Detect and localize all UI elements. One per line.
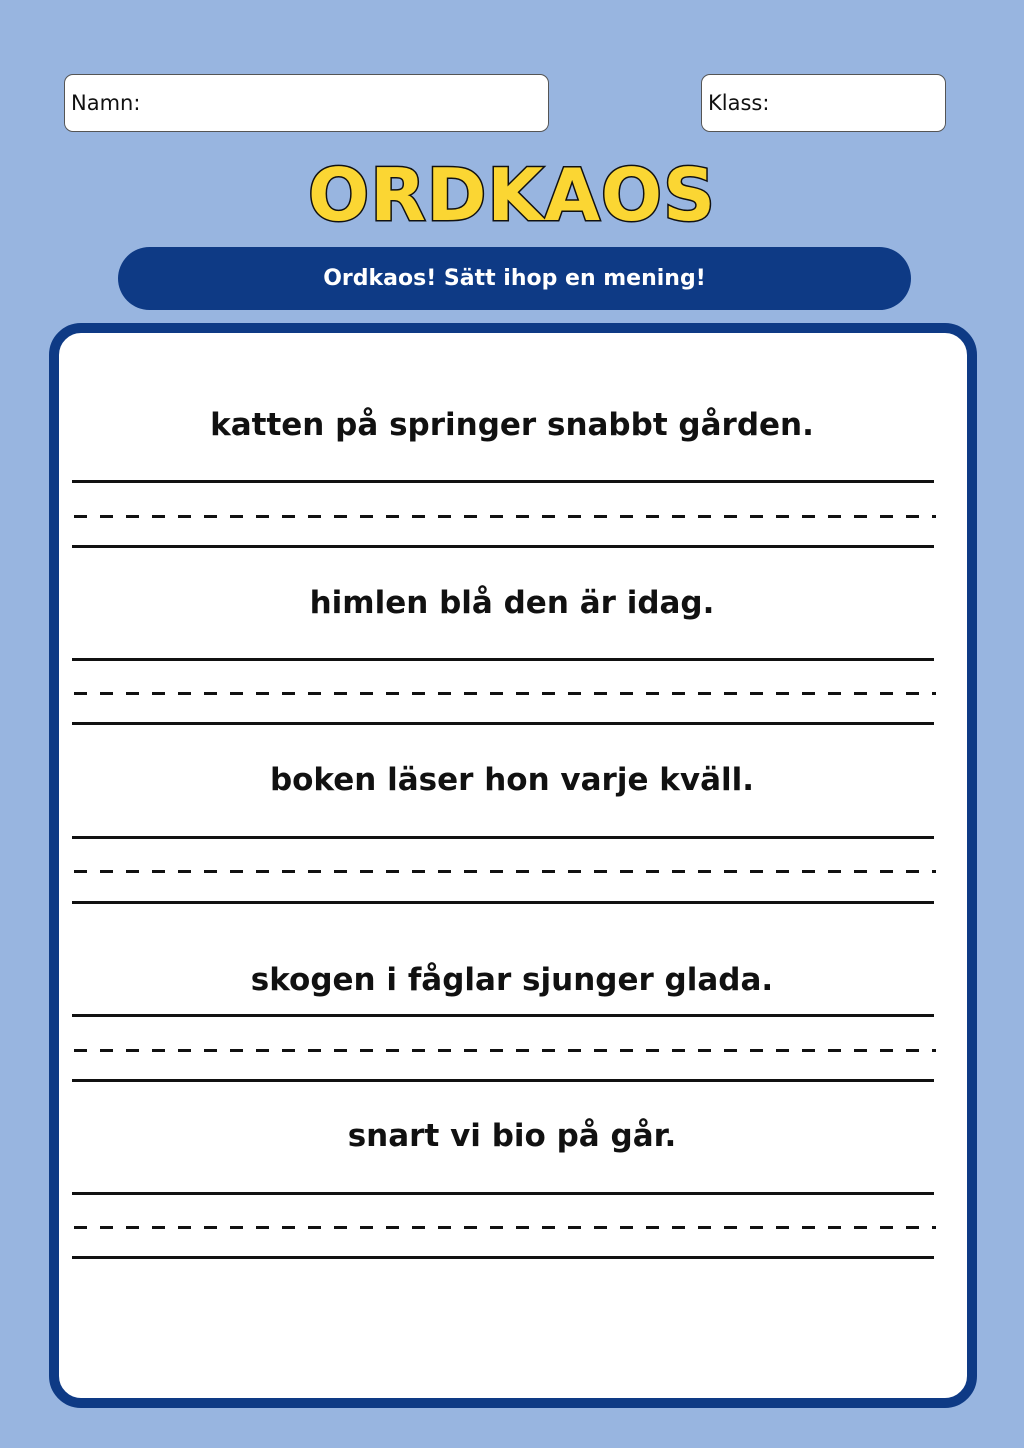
writing-line-dashed-5 [74, 1226, 936, 1229]
writing-line-top-2[interactable] [72, 658, 934, 661]
exercise-card [49, 323, 977, 1408]
class-label: Klass: [708, 91, 770, 115]
writing-line-base-3 [72, 901, 934, 904]
instruction-banner [118, 247, 911, 310]
writing-line-dashed-1 [74, 515, 936, 518]
scrambled-sentence-2: himlen blå den är idag. [309, 585, 715, 621]
writing-line-base-2 [72, 722, 934, 725]
writing-line-dashed-3 [74, 870, 936, 873]
writing-line-top-4[interactable] [72, 1014, 934, 1017]
writing-line-base-1 [72, 545, 934, 548]
scrambled-sentence-1: katten på springer snabbt gården. [210, 407, 814, 443]
class-field[interactable] [701, 74, 946, 132]
name-field[interactable] [64, 74, 549, 132]
name-label: Namn: [71, 91, 141, 115]
scrambled-sentence-5: snart vi bio på går. [347, 1118, 677, 1154]
instruction-text: Ordkaos! Sätt ihop en mening! [323, 266, 706, 291]
writing-line-base-4 [72, 1079, 934, 1082]
writing-line-top-5[interactable] [72, 1192, 934, 1195]
writing-line-dashed-2 [74, 692, 936, 695]
scrambled-sentence-4: skogen i fåglar sjunger glada. [250, 962, 774, 998]
writing-line-top-3[interactable] [72, 836, 934, 839]
page-title: ORDKAOS [308, 153, 716, 237]
writing-line-base-5 [72, 1256, 934, 1259]
writing-line-dashed-4 [74, 1049, 936, 1052]
scrambled-sentence-3: boken läser hon varje kväll. [269, 762, 755, 798]
writing-line-top-1[interactable] [72, 480, 934, 483]
